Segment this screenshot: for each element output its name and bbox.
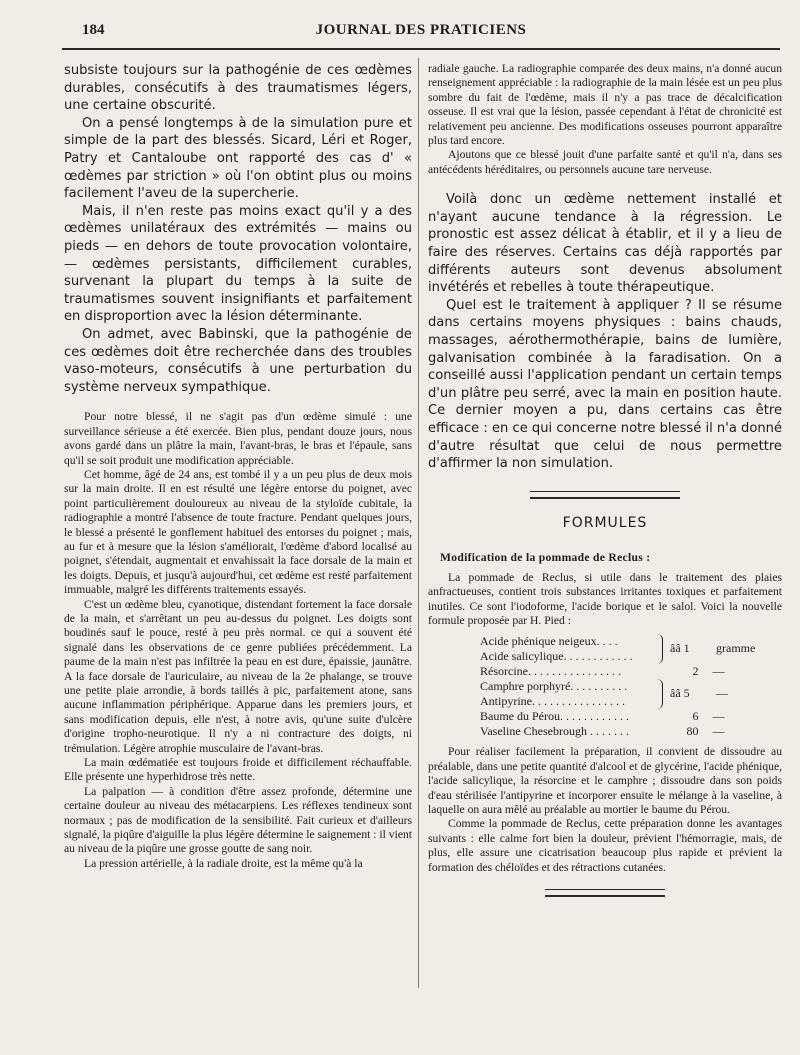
ingredient-unit: — xyxy=(712,709,725,724)
ingredient-unit: gramme xyxy=(716,641,756,656)
ingredient-quantity: ââ 5 xyxy=(670,686,690,701)
ingredient-unit: — xyxy=(712,664,725,679)
body-paragraph: On admet, avec Babinski, que la pathogénie de ces œdèmes doit être recherchée dans des troubles vaso-moteurs, consécutifs à une perturbation du système nerveux sympathique. xyxy=(64,326,412,395)
section-ornament xyxy=(545,889,665,897)
journal-title: JOURNAL DES PRATICIENS xyxy=(315,22,527,38)
recipe-row xyxy=(480,664,782,679)
recipe-row xyxy=(480,709,782,724)
recipe-group xyxy=(480,634,782,664)
ingredient-quantity: ââ 1 xyxy=(670,641,690,656)
ingredient-name: Baume du Pérou. . . . . . . . . . . . xyxy=(480,709,629,724)
body-paragraph: Voilà donc un œdème nettement installé et n'ayant aucune tendance à la régression. Le pronostic est assez délicat à établir, et il y a lieu de faire des réserves. Certains cas déjà rapportés par différents auteurs sont devenus absolument invétérés et rebelles à toute thérapeutique. xyxy=(428,192,782,296)
ingredient-quantity: 80 xyxy=(686,724,699,739)
left-column xyxy=(64,62,412,871)
formula-paragraph: Comme la pommade de Reclus, cette préparation donne les avantages suivants : elle calme fort bien la douleur, prévient l'hémorragie, mais, de plus, elle assure une cicatrisation beaucoup plus rapide et prévient la formation des chéloïdes et des rétractions cutanées. xyxy=(428,817,782,874)
column-divider xyxy=(418,58,419,988)
formula-paragraph: La pommade de Reclus, si utile dans le traitement des plaies anfractueuses, contient trois substances irritantes toxiques et parfaitement inutiles. Ce sont l'iodoforme, l'acide borique et le salol. Voici la nouvelle formule proposée par H. Pied : xyxy=(428,570,782,627)
ingredient-unit: — xyxy=(716,686,728,701)
page-number: 184 xyxy=(82,22,105,38)
observation-paragraph: radiale gauche. La radiographie comparée des deux mains, n'a donné aucun renseignement appréciable : la radiographie de la main lésée est un peu plus sombre du fait de l'œdème, mais il n'y a pas trace de décalcification osseuse. Il est vrai que la lésion, passée cependant à l'état de chronicité est relativement peu ancienne. Des modifications osseuses pourront apparaître plus tard encore. xyxy=(428,62,782,148)
ingredient-name: Acide salicylique. . . . . . . . . . . . xyxy=(480,649,633,664)
observation-paragraph: C'est un œdème bleu, cyanotique, distendant fortement la face dorsale de la main, et s'arrêtant un peu au-dessus du poignet. Les doigts sont boudinés sauf le pouce, resté à peu près normal. ce qui a souvent été signalé dans les observations de ce genre publiées précédemment. La paume de la main n'est pas infiltrée la peau en est dure, épaissie, jaunâtre. A la face dorsale de l'auriculaire, au niveau de la 2e phalange, se trouve une petite plaie arrondie, à bords taillés à pic, parfaitement atone, sans aucune inflammation périphérique. Apparue dans les premiers jours, et sans modification depuis, elle n'est, à notre avis, qu'une suite d'ulcère d'origine tropho-neurotique. Il n'y a ni contracture des doigts, ni trémulation. Légère atrophie musculaire de l'avant-bras. xyxy=(64,597,412,755)
observation-paragraph: Ajoutons que ce blessé jouit d'une parfaite santé et qu'il n'a, dans ses antécédents héréditaires, ou personnels aucune tare nerveuse. xyxy=(428,148,782,176)
ingredient-name: Antipyrine. . . . . . . . . . . . . . . . xyxy=(480,694,625,709)
ingredient-quantity: 6 xyxy=(692,709,699,724)
observation-paragraph: La palpation — à condition d'être assez profonde, détermine une certaine douleur au niveau des métacarpiens. Les réflexes tendineux sont normaux ; pas de modification de la sensibilité. Fait curieux et d'ailleurs signalé, la piqûre d'aiguille la plus légère détermine le saignement : il vient au niveau de la piqûre une grosse goutte de sang noir. xyxy=(64,784,412,856)
section-ornament xyxy=(530,491,680,499)
observation-paragraph: La pression artérielle, à la radiale droite, est la même qu'à la xyxy=(84,856,363,870)
ingredient-name: Camphre porphyré. . . . . . . . . . xyxy=(480,679,628,694)
body-paragraph: subsiste toujours sur la pathogénie de ces œdèmes durables, consécutifs à des traumatismes légers, une certaine obscurité. xyxy=(64,63,412,114)
body-paragraph: Mais, il n'en reste pas moins exact qu'il y a des œdèmes unilatéraux des extrémités — mains ou pieds — en dehors de toute provocation volontaire, — œdèmes persistants, difficilement curables, survenant la plupart du temps à la suite de traumatismes souvent insignifiants et parfaitement en disproportion avec la lésion déterminante. xyxy=(64,203,412,325)
observation-paragraph: Cet homme, âgé de 24 ans, est tombé il y a un peu plus de deux mois sur la main droite. Il en est résulté une légère entorse du poignet, avec point particulièrement douloureux au niveau de la styloïde cubitale, la radiographie a montré l'absence de toute fracture. Pendant quelques jours, le blessé a présenté le gonflement habituel des entorses du poignet ; mais, au fur et à mesure que la lésion s'améliorait, l'œdème d'abord localisé au poignet, s'étendait, augmentait et envahissait la face dorsale de la main et les doigts. Depuis, et jusqu'à aujourd'hui, cet œdème est resté parfaitement immuable, malgré les différents traitements essayés. xyxy=(64,467,412,597)
formula-heading: Modification de la pommade de Reclus : xyxy=(440,550,651,564)
brace-mark xyxy=(656,679,663,709)
right-column xyxy=(428,62,782,897)
recipe-group xyxy=(480,679,782,709)
ingredient-name: Vaseline Chesebrough . . . . . . . xyxy=(480,724,629,739)
recipe-row xyxy=(480,724,782,739)
formula-paragraph: Pour réaliser facilement la préparation, il convient de dissoudre au préalable, dans une petite quantité d'alcool et de glycérine, l'acide phénique, l'acide salicylique, la résorcine et le camphre ; dissoudre dans son poids d'eau stérilisée l'antipyrine et incorporer ensuite le mélange à la vaseline, à laquelle on aura mêlé au préalable au mortier le baume du Pérou. xyxy=(428,745,782,816)
observation-paragraph: Pour notre blessé, il ne s'agit pas d'un œdème simulé : une surveillance sérieuse a été exercée. Bien plus, pendant douze jours, nous avons gardé dans un plâtre la main, l'avant-bras, le bras et l'épaule, sans qu'il se soit produit une modification appréciable. xyxy=(64,410,412,467)
ingredient-name: Acide phénique neigeux. . . . xyxy=(480,634,618,649)
body-paragraph: On a pensé longtemps à de la simulation pure et simple de la part des blessés. Sicard, Léri et Roger, Patry et Cantaloube ont rapporté des cas d' « œdèmes par striction » où l'on obtint plus ou moins facilement l'aveu de la supercherie. xyxy=(64,115,412,202)
ingredient-name: Résorcine. . . . . . . . . . . . . . . . xyxy=(480,664,621,679)
ingredient-quantity: 2 xyxy=(692,664,699,679)
brace-mark xyxy=(656,634,663,664)
header-rule xyxy=(62,48,780,50)
ingredient-unit: — xyxy=(712,724,725,739)
body-paragraph: Quel est le traitement à appliquer ? Il se résume dans certains moyens physiques : bains chauds, massages, aérothermothérapie, bains de lumière, galvanisation combinée à la faradisation. On a conseillé aussi l'application pendant un certain temps d'un plâtre peu serré, avec la main en position haute. Ce dernier moyen a pu, dans certains cas être efficace : en ce qui concerne notre blessé il n'a donné d'autre résultat que celui de nous permettre d'affirmer la non simulation. xyxy=(428,297,782,472)
observation-paragraph: La main œdématiée est toujours froide et difficilement réchauffable. Elle présente une hyperhidrose très nette. xyxy=(64,756,412,784)
section-title: FORMULES xyxy=(562,514,648,531)
recipe-table xyxy=(480,634,782,739)
running-header xyxy=(62,22,780,44)
